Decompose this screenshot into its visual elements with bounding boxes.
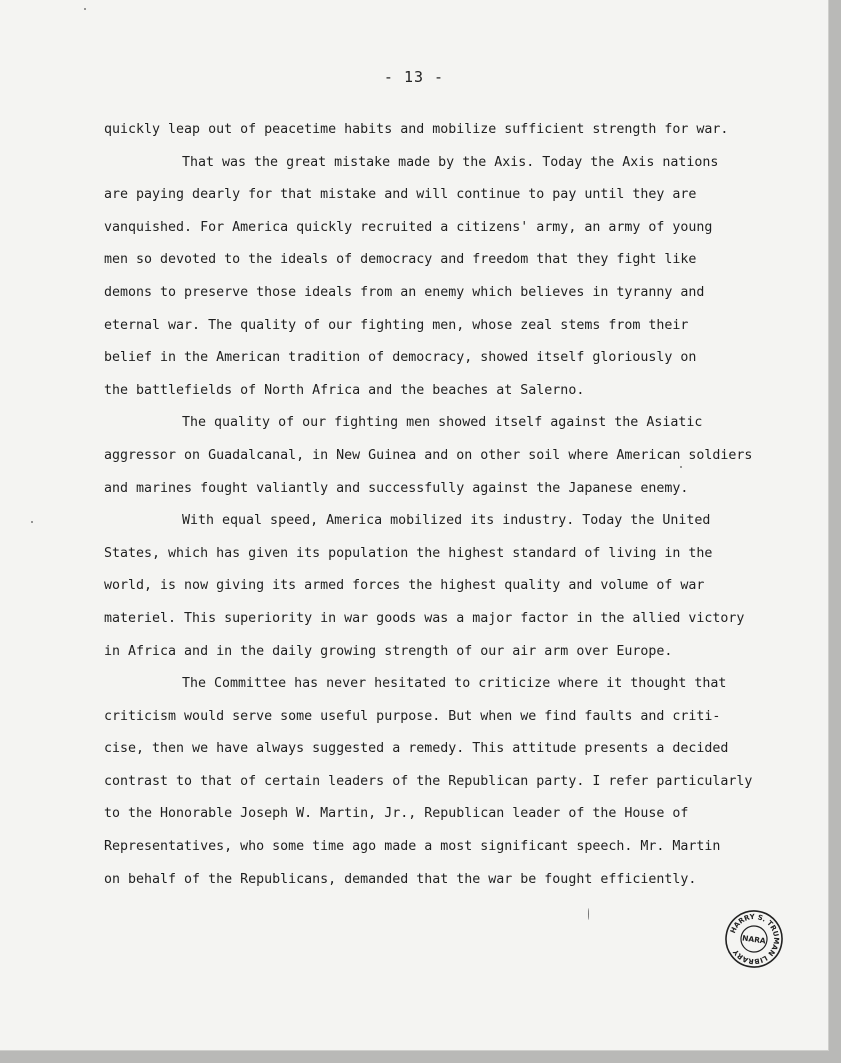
text-line: men so devoted to the ideals of democracy and freedom that they fight like	[104, 252, 697, 268]
text-line: on behalf of the Republicans, demanded that the war be fought efficiently.	[104, 871, 697, 887]
paper-speck	[588, 908, 589, 920]
text-line: Representatives, who some time ago made a most significant speech. Mr. Martin	[104, 839, 721, 855]
library-stamp	[720, 905, 788, 973]
text-line: With equal speed, America mobilized its industry. Today the United	[182, 513, 711, 529]
text-line: are paying dearly for that mistake and will continue to pay until they are	[104, 187, 697, 203]
text-line: That was the great mistake made by the Axis. Today the Axis nations	[182, 154, 719, 170]
text-line: aggressor on Guadalcanal, in New Guinea and on other soil where American soldiers	[104, 447, 753, 463]
text-line: world, is now giving its armed forces the highest quality and volume of war	[104, 578, 705, 594]
text-line: belief in the American tradition of democracy, showed itself gloriously on	[104, 350, 697, 366]
text-line: vanquished. For America quickly recruited a citizens' army, an army of young	[104, 219, 713, 235]
text-line: demons to preserve those ideals from an enemy which believes in tyranny and	[104, 284, 705, 300]
text-line: to the Honorable Joseph W. Martin, Jr., Republican leader of the House of	[104, 806, 689, 822]
stamp-seal-icon	[720, 905, 788, 973]
text-line: The quality of our fighting men showed itself against the Asiatic	[182, 415, 703, 431]
body-text	[104, 114, 754, 896]
paper-speck	[84, 8, 86, 10]
text-line: in Africa and in the daily growing strength of our air arm over Europe.	[104, 643, 673, 659]
stamp-outer-text: HARRY S. TRUMAN LIBRARY	[728, 912, 781, 966]
text-line: criticism would serve some useful purpose. But when we find faults and criti-	[104, 708, 721, 724]
text-line: materiel. This superiority in war goods was a major factor in the allied victory	[104, 610, 745, 626]
text-line: the battlefields of North Africa and the beaches at Salerno.	[104, 382, 585, 398]
paper-speck	[680, 466, 682, 468]
text-line: quickly leap out of peacetime habits and mobilize sufficient strength for war.	[104, 122, 729, 137]
text-line: States, which has given its population the highest standard of living in the	[104, 545, 713, 561]
text-line: The Committee has never hesitated to criticize where it thought that	[182, 676, 727, 692]
stamp-inner-text: NARA	[741, 933, 767, 946]
page-number: - 13 -	[383, 68, 445, 86]
paper-speck	[31, 521, 33, 523]
text-line: cise, then we have always suggested a remedy. This attitude presents a decided	[104, 741, 729, 757]
text-line: and marines fought valiantly and successfully against the Japanese enemy.	[104, 480, 689, 496]
text-line: contrast to that of certain leaders of the Republican party. I refer particularly	[104, 773, 753, 789]
text-line: eternal war. The quality of our fighting men, whose zeal stems from their	[104, 317, 689, 333]
